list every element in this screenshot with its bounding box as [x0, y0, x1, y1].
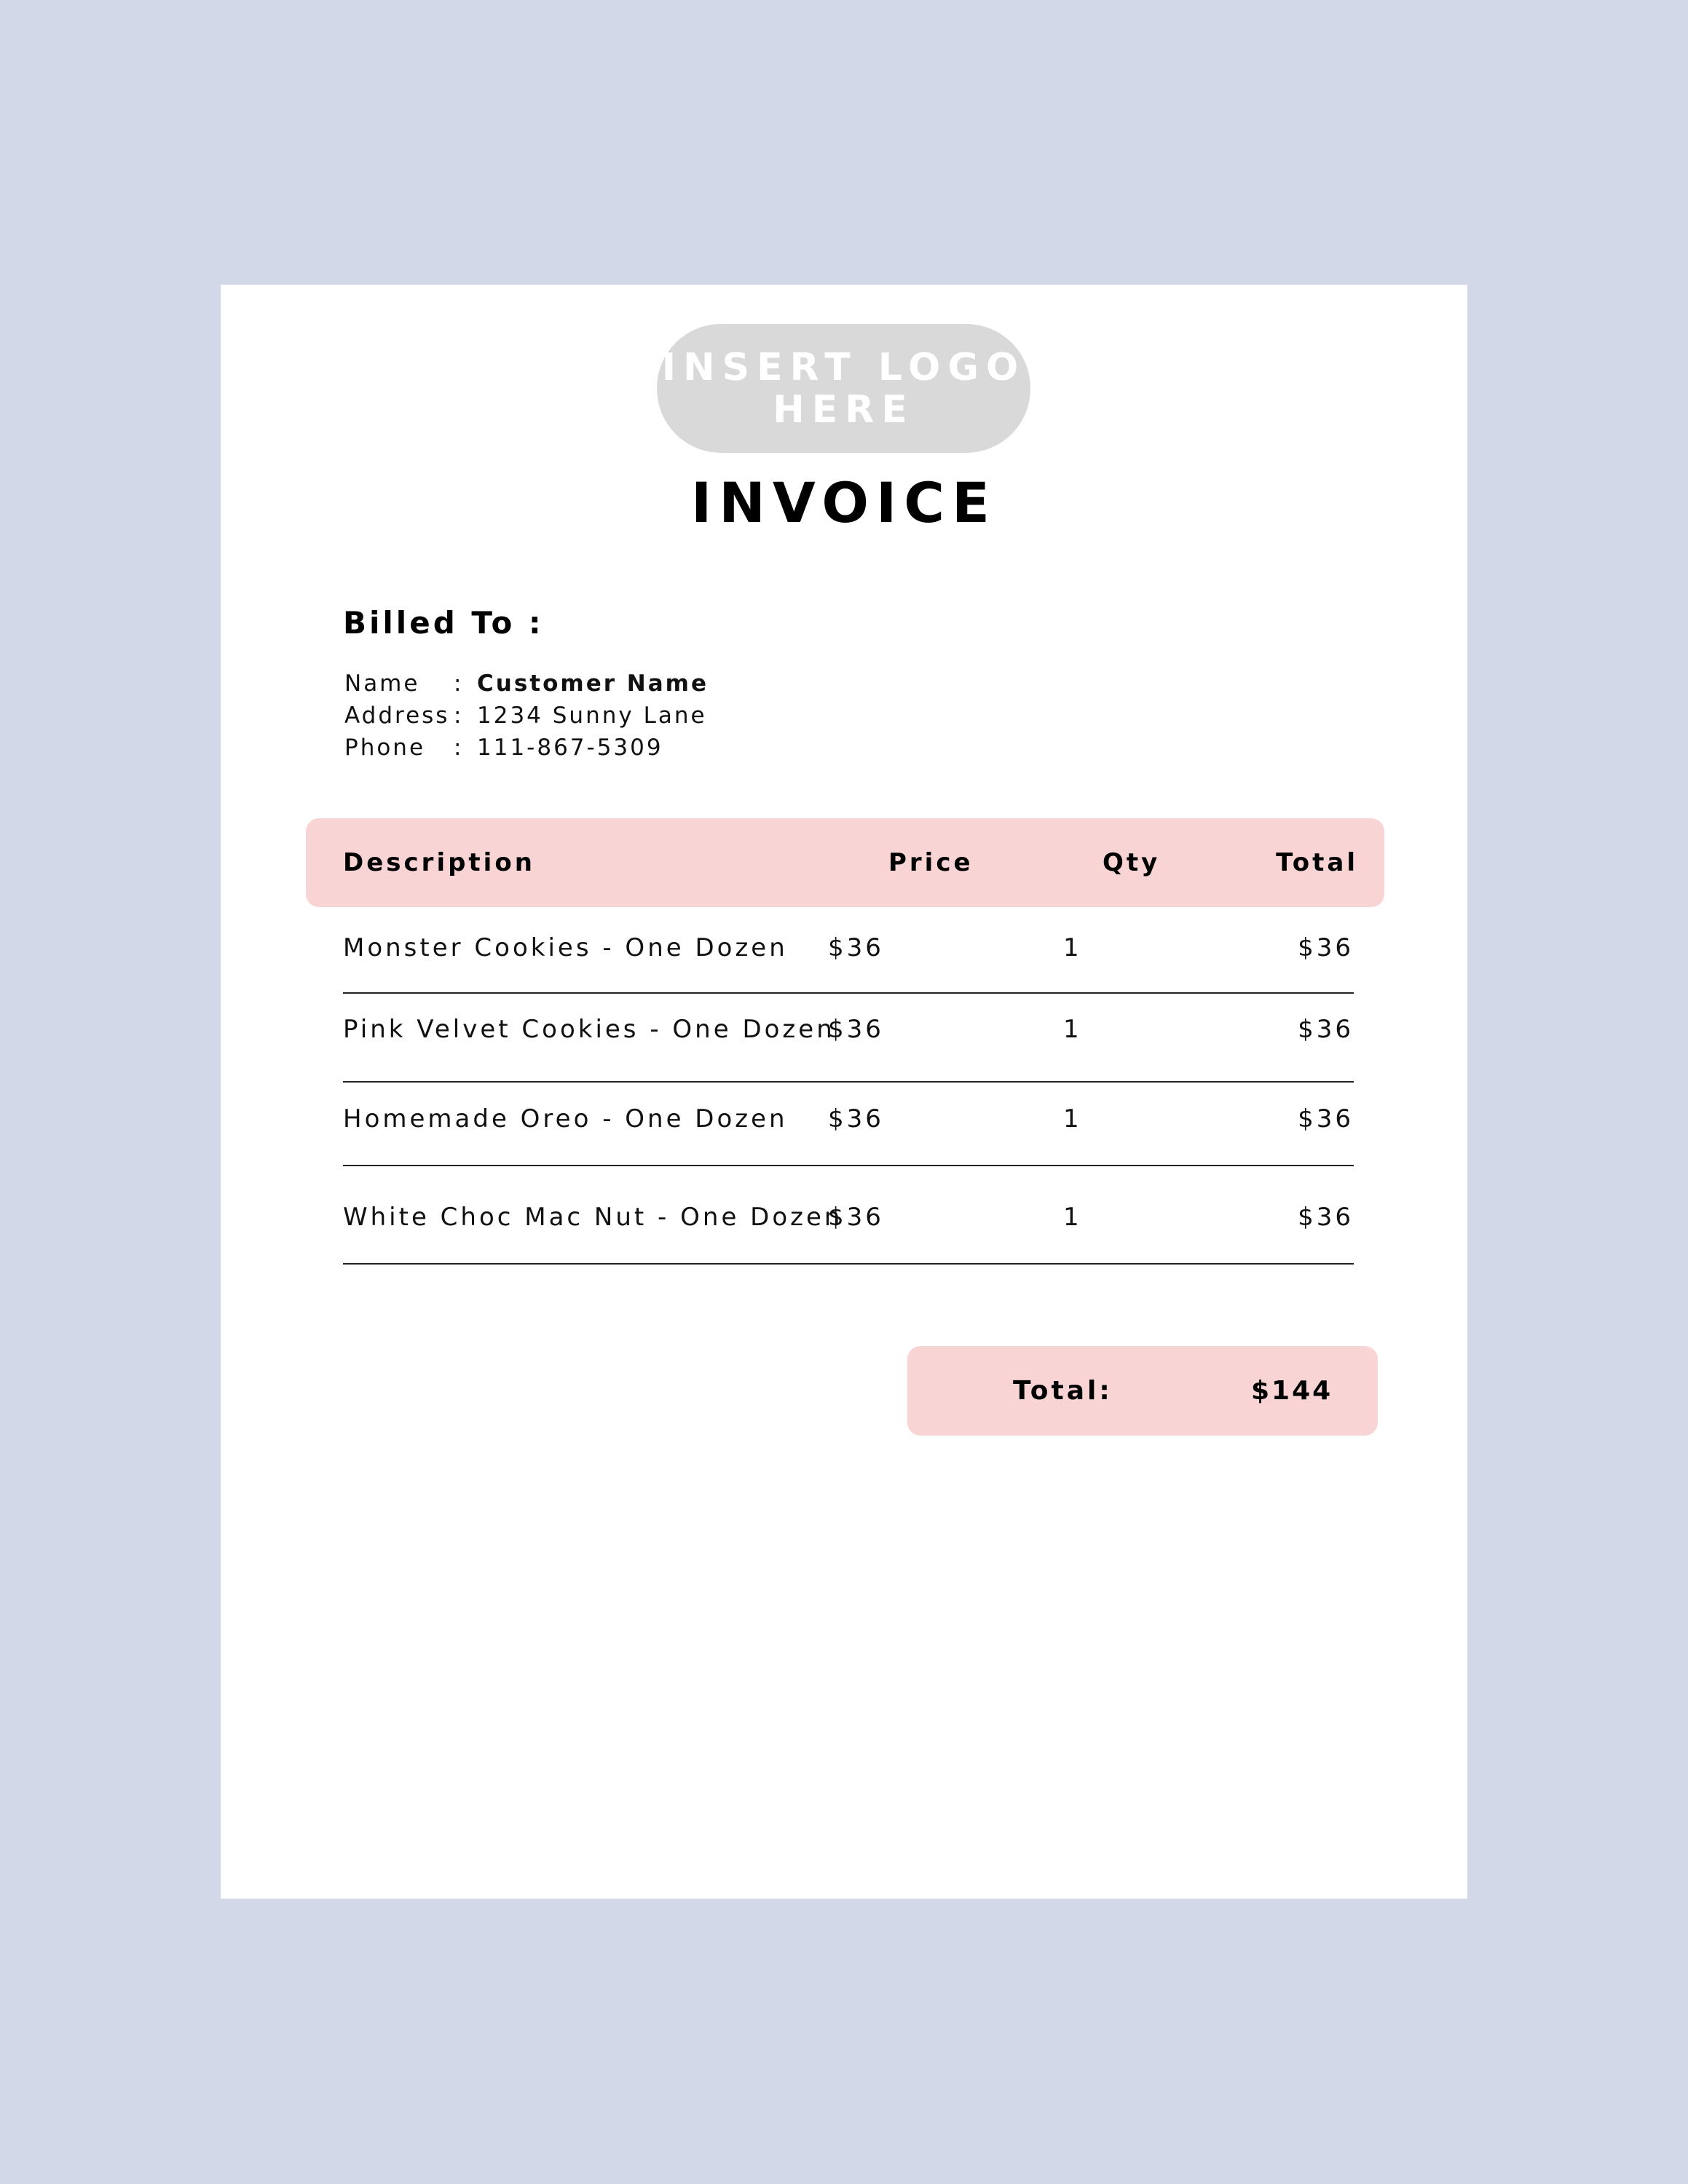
billed-name-value: Customer Name: [477, 670, 709, 697]
billed-name-label: Name: [344, 670, 420, 697]
grand-total-box: [907, 1346, 1378, 1436]
billed-phone-separator: :: [454, 735, 464, 761]
header-total: Total: [1276, 848, 1358, 877]
billed-phone-label: Phone: [344, 735, 426, 761]
row-price: $36: [828, 1203, 884, 1232]
row-qty: 1: [1063, 933, 1082, 962]
row-total: $36: [1298, 933, 1354, 962]
billed-phone-row: [344, 735, 663, 761]
row-description: Monster Cookies - One Dozen: [343, 933, 788, 962]
billed-name-separator: :: [454, 670, 464, 697]
items-table-header: [306, 818, 1384, 907]
billed-phone-value: 111-867-5309: [477, 735, 663, 761]
row-price: $36: [828, 933, 884, 962]
row-price: $36: [828, 1104, 884, 1133]
row-description: Homemade Oreo - One Dozen: [343, 1104, 788, 1133]
header-qty: Qty: [1103, 848, 1161, 877]
billed-to-heading: Billed To :: [343, 605, 544, 641]
row-qty: 1: [1063, 1104, 1082, 1133]
invoice-page: [221, 285, 1467, 1899]
row-divider: [343, 1165, 1354, 1166]
row-divider: [343, 1263, 1354, 1265]
row-total: $36: [1298, 1015, 1354, 1044]
grand-total-label: Total:: [1013, 1376, 1113, 1406]
invoice-title: INVOICE: [691, 470, 997, 535]
grand-total-value: $144: [1251, 1376, 1333, 1406]
logo-line-2: HERE: [773, 387, 915, 432]
billed-address-row: [344, 703, 707, 729]
logo-placeholder: [657, 324, 1030, 453]
header-description: Description: [343, 848, 535, 877]
row-divider: [343, 1081, 1354, 1083]
row-qty: 1: [1063, 1015, 1082, 1044]
row-qty: 1: [1063, 1203, 1082, 1232]
row-price: $36: [828, 1015, 884, 1044]
row-total: $36: [1298, 1203, 1354, 1232]
row-divider: [343, 992, 1354, 994]
billed-address-value: 1234 Sunny Lane: [477, 703, 707, 729]
billed-name-row: [344, 670, 709, 697]
billed-address-label: Address: [344, 703, 450, 729]
logo-line-1: INSERT LOGO: [661, 345, 1026, 389]
row-description: Pink Velvet Cookies - One Dozen: [343, 1015, 835, 1044]
billed-address-separator: :: [454, 703, 464, 729]
header-price: Price: [888, 848, 974, 877]
row-total: $36: [1298, 1104, 1354, 1133]
row-description: White Choc Mac Nut - One Dozen: [343, 1203, 843, 1232]
